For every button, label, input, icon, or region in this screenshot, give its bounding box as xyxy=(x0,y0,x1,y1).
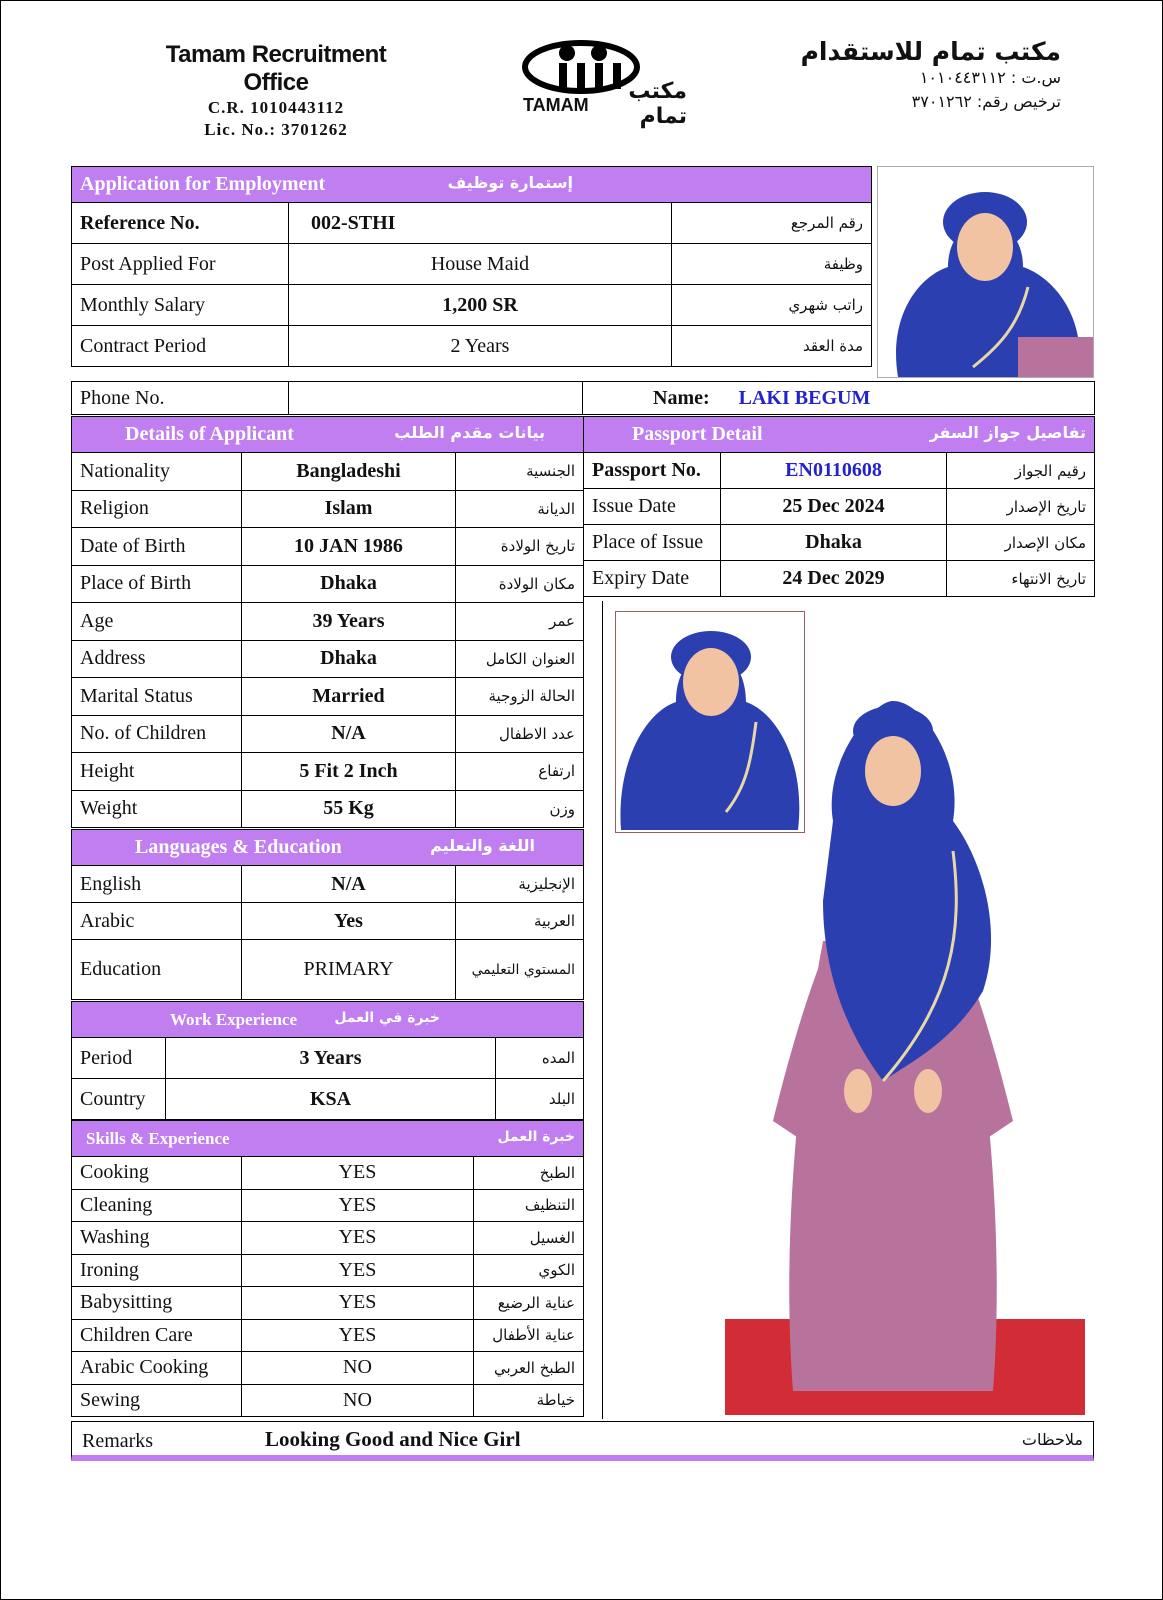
table-row: Age 39 Years عمر xyxy=(72,603,584,641)
skills-table xyxy=(71,1120,584,1157)
table-row: Ironing YES الكوي xyxy=(72,1254,584,1287)
table-row: Children Care YES عناية الأطفال xyxy=(72,1319,584,1352)
languages-section-header: Languages & Education اللغة والتعليم xyxy=(72,830,584,866)
languages-table xyxy=(71,829,584,1000)
table-row: Arabic Cooking NO الطبخ العربي xyxy=(72,1352,584,1385)
table-row: Issue Date 25 Dec 2024 تاريخ الإصدار xyxy=(584,489,1095,525)
table-row: Washing YES الغسيل xyxy=(72,1222,584,1255)
table-row: Religion Islam الديانة xyxy=(72,490,584,528)
remarks-row xyxy=(71,1421,1094,1461)
table-row: Place of Issue Dhaka مكان الإصدار xyxy=(584,525,1095,561)
passport-section-header: Passport Detail تفاصيل جواز السفر xyxy=(584,417,1095,453)
remarks-label: Remarks xyxy=(82,1430,154,1452)
skills-section-header: Skills & Experience خبرة العمل xyxy=(72,1121,584,1157)
table-row: Cleaning YES التنظيف xyxy=(72,1189,584,1222)
company-logo xyxy=(519,37,687,129)
table-row: Period 3 Years المده xyxy=(72,1038,584,1079)
company-name-ar: مكتب تمام للاستقدام xyxy=(800,37,1061,66)
application-section-header: Application for Employment إستمارة توظيف xyxy=(72,167,872,203)
company-name-en: Tamam Recruitment Office xyxy=(165,41,387,96)
table-row: Post Applied For House Maid وظيفة xyxy=(72,244,872,285)
person-portrait-icon xyxy=(878,167,1093,377)
table-row: Monthly Salary 1,200 SR راتب شهري xyxy=(72,285,872,326)
table-row: Babysitting YES عناية الرضيع xyxy=(72,1287,584,1320)
details-rows xyxy=(71,452,584,828)
phone-label: Phone No. xyxy=(72,382,289,415)
table-row: Sewing NO خياطة xyxy=(72,1384,584,1417)
table-row: Contract Period 2 Years مدة العقد xyxy=(72,326,872,367)
work-table xyxy=(71,1001,584,1120)
applicant-name: LAKI BEGUM xyxy=(738,386,871,409)
table-row: Cooking YES الطبخ xyxy=(72,1157,584,1190)
table-row: Passport No. EN0110608 رقيم الجواز xyxy=(584,453,1095,489)
table-row: Marital Status Married الحالة الزوجية xyxy=(72,678,584,716)
table-row: Weight 55 Kg وزن xyxy=(72,790,584,828)
table-row: Date of Birth 10 JAN 1986 تاريخ الولادة xyxy=(72,528,584,566)
work-section-header: Work Experience خبرة في العمل xyxy=(72,1002,584,1038)
details-table xyxy=(71,416,584,453)
photo-panel xyxy=(602,601,1094,1419)
table-row: Place of Birth Dhaka مكان الولادة xyxy=(72,565,584,603)
table-row: Height 5 Fit 2 Inch ارتفاع xyxy=(72,753,584,791)
skills-rows xyxy=(71,1156,584,1417)
header-arabic xyxy=(761,37,1061,114)
cr-number-ar: س.ت : ١٠١٠٤٤٣١١٢ xyxy=(919,68,1061,87)
passport-table xyxy=(583,416,1095,453)
person-full-body-icon xyxy=(763,701,1023,1401)
remarks-label-ar: ملاحظات xyxy=(1021,1430,1083,1449)
phone-name-row xyxy=(71,381,1095,415)
table-row: Expiry Date 24 Dec 2029 تاريخ الانتهاء xyxy=(584,561,1095,597)
table-row: Education PRIMARY المستوي التعليمي xyxy=(72,940,584,1000)
passport-rows xyxy=(583,452,1095,597)
table-row: Country KSA البلد xyxy=(72,1079,584,1120)
header-english xyxy=(131,41,421,141)
cr-number-en: C.R. 1010443112 xyxy=(207,98,345,117)
logo-text-ar: مكتب تمام xyxy=(628,79,687,129)
name-label: Name: xyxy=(653,386,710,409)
remarks-value: Looking Good and Nice Girl xyxy=(265,1427,521,1451)
table-row: Address Dhaka العنوان الكامل xyxy=(72,640,584,678)
logo-text-en: TAMAM xyxy=(523,95,589,115)
table-row: No. of Children N/A عدد الاطفال xyxy=(72,715,584,753)
table-row: Nationality Bangladeshi الجنسية xyxy=(72,453,584,491)
details-section-header: Details of Applicant بيانات مقدم الطلب xyxy=(72,417,584,453)
license-number-ar: ترخيص رقم: ٣٧٠١٢٦٢ xyxy=(911,92,1061,111)
table-row: English N/A الإنجليزية xyxy=(72,866,584,903)
applicant-headshot-photo xyxy=(877,166,1094,378)
license-number-en: Lic. No.: 3701262 xyxy=(204,120,348,139)
application-table xyxy=(71,166,872,367)
table-row: Arabic Yes العربية xyxy=(72,903,584,940)
table-row: Reference No. 002-STHI رقم المرجع xyxy=(72,203,872,244)
phone-value xyxy=(289,382,583,415)
